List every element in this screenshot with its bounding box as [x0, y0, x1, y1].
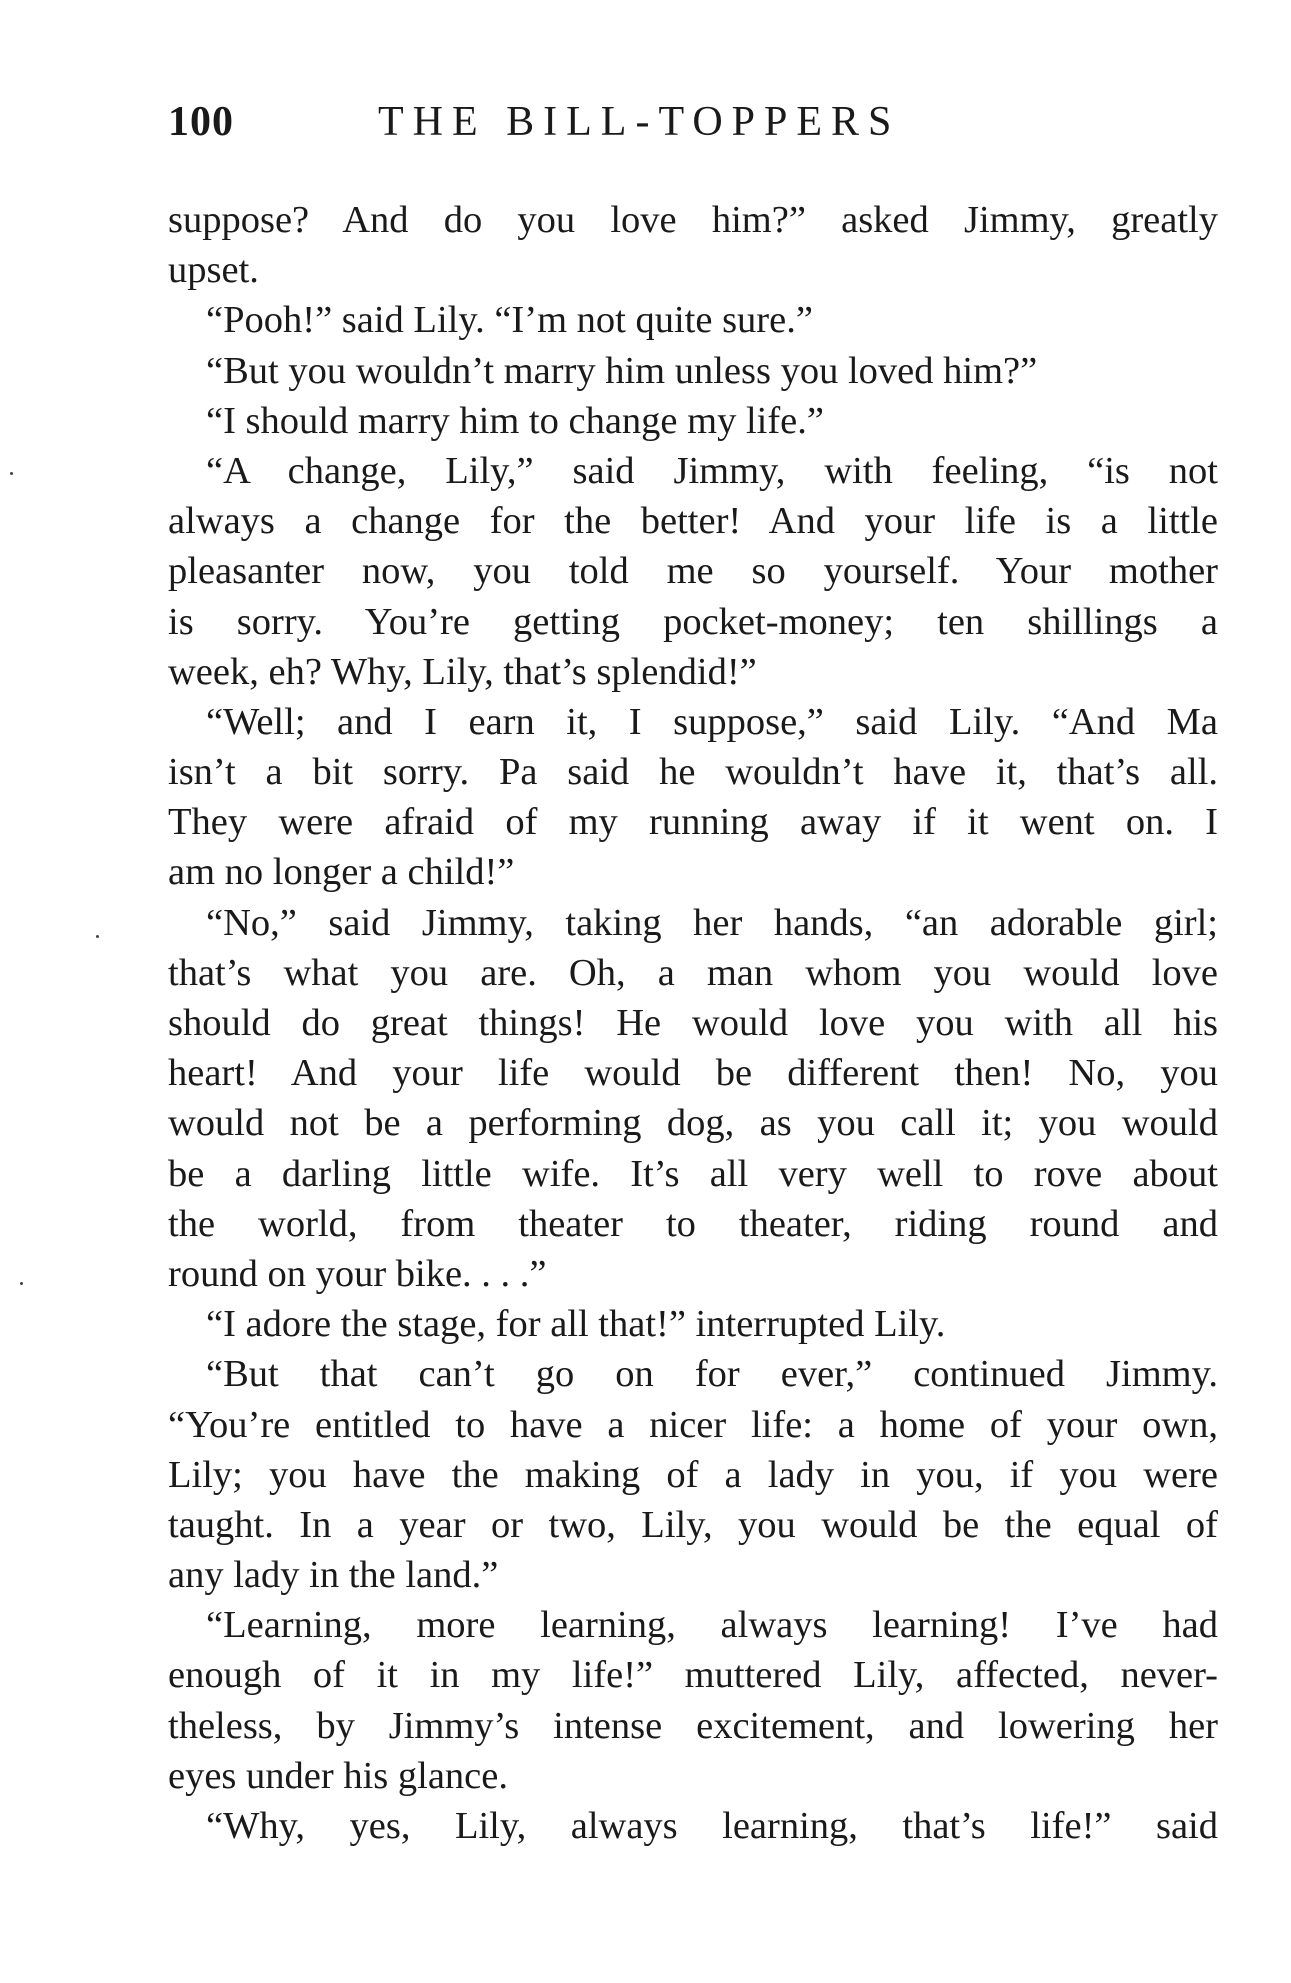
text-line: isn’t a bit sorry. Pa said he wouldn’t have it, that’s all.: [168, 751, 1218, 794]
scan-speck: [20, 1282, 23, 1285]
text-line: “Why, yes, Lily, always learning, that’s life!” said: [206, 1805, 1218, 1847]
text-line: “A change, Lily,” said Jimmy, with feeling, “is not: [206, 449, 1218, 492]
body-text: [168, 195, 1218, 1851]
text-line: “You’re entitled to have a nicer life: a home of your own,: [168, 1403, 1218, 1446]
text-line: week, eh? Why, Lily, that’s splendid!”: [168, 650, 757, 693]
text-line: “But that can’t go on for ever,” continued Jimmy.: [206, 1353, 1218, 1396]
text-line: round on your bike. . . .”: [168, 1252, 547, 1295]
running-head: [168, 92, 1218, 152]
text-line: pleasanter now, you told me so yourself. Your mother: [168, 550, 1218, 593]
text-line: “Well; and I earn it, I suppose,” said Lily. “And Ma: [206, 700, 1218, 743]
text-line: is sorry. You’re getting pocket-money; ten shillings a: [168, 600, 1218, 643]
text-line: always a change for the better! And your life is a little: [168, 500, 1218, 543]
page-number: 100: [168, 99, 234, 145]
text-line: be a darling little wife. It’s all very well to rove about: [168, 1152, 1218, 1195]
text-line: that’s what you are. Oh, a man whom you would love: [168, 951, 1218, 994]
text-line: They were afraid of my running away if it went on. I: [168, 801, 1218, 844]
text-line: taught. In a year or two, Lily, you would be the equal of: [168, 1503, 1218, 1546]
text-line: “Pooh!” said Lily. “I’m not quite sure.”: [206, 299, 813, 342]
scan-speck: [10, 472, 13, 475]
text-line: theless, by Jimmy’s intense excitement, and lowering her: [168, 1704, 1218, 1747]
text-line: “No,” said Jimmy, taking her hands, “an adorable girl;: [206, 901, 1218, 944]
text-line: upset.: [168, 249, 259, 292]
text-line: “I adore the stage, for all that!” interrupted Lily.: [206, 1303, 946, 1346]
text-line: any lady in the land.”: [168, 1554, 499, 1597]
text-line: heart! And your life would be different then! No, you: [168, 1052, 1218, 1095]
text-line: should do great things! He would love you with all his: [168, 1002, 1218, 1044]
text-line: am no longer a child!”: [168, 851, 515, 894]
text-line: “I should marry him to change my life.”: [206, 399, 824, 442]
text-line: eyes under his glance.: [168, 1754, 508, 1797]
text-line: would not be a performing dog, as you call it; you would: [168, 1102, 1218, 1145]
running-title: THE BILL-TOPPERS: [378, 99, 901, 145]
text-line: the world, from theater to theater, riding round and: [168, 1202, 1218, 1245]
text-line: “But you wouldn’t marry him unless you loved him?”: [206, 349, 1038, 392]
text-line: “Learning, more learning, always learning! I’ve had: [206, 1604, 1218, 1647]
text-line: enough of it in my life!” muttered Lily, affected, never-: [168, 1654, 1218, 1697]
text-line: Lily; you have the making of a lady in you, if you were: [168, 1453, 1218, 1496]
text-line: suppose? And do you love him?” asked Jimmy, greatly: [168, 199, 1218, 241]
scan-speck: [96, 935, 99, 938]
